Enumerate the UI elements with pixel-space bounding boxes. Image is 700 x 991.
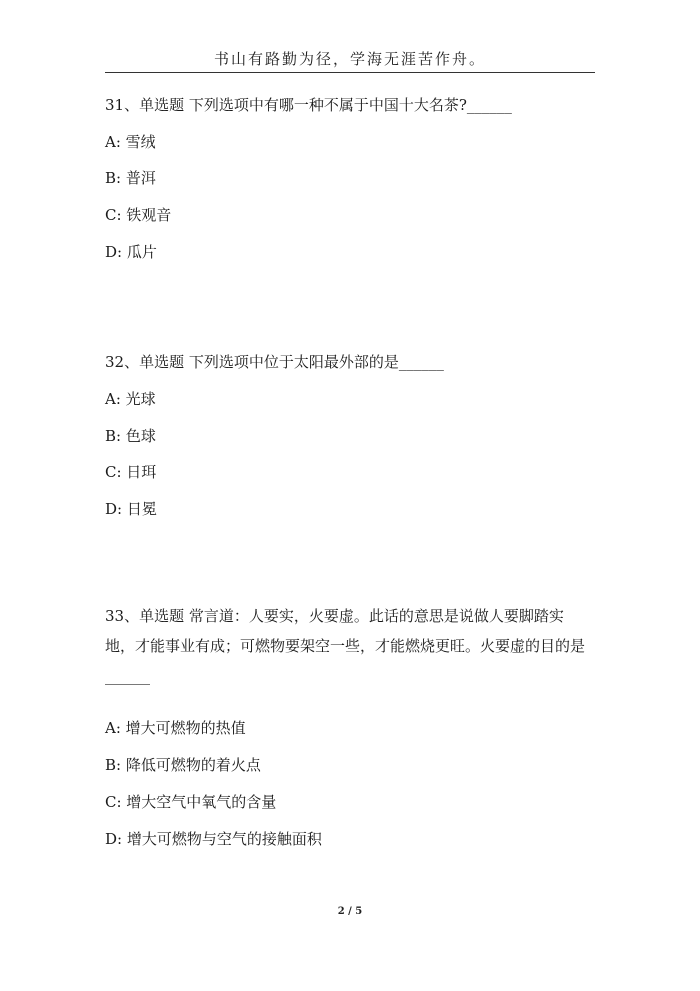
option-a: A: 增大可燃物的热值 [105, 719, 246, 737]
question-32 [105, 347, 605, 377]
option-d: D: 日冕 [105, 500, 157, 518]
page-number: 2 / 5 [337, 906, 363, 917]
option-b: B: 普洱 [105, 169, 156, 187]
option-d: D: 增大可燃物与空气的接触面积 [105, 830, 322, 848]
header-divider [105, 72, 595, 73]
option-b: B: 降低可燃物的着火点 [105, 756, 261, 774]
option-c: C: 铁观音 [105, 206, 172, 224]
question-stem: 31、单选题 下列选项中有哪一种不属于中国十大名茶?______ [105, 96, 512, 114]
question-31 [105, 90, 605, 120]
option-b: B: 色球 [105, 427, 156, 445]
option-d: D: 瓜片 [105, 243, 157, 261]
option-c: C: 增大空气中氧气的含量 [105, 793, 277, 811]
option-a: A: 光球 [105, 390, 156, 408]
page-header-motto: 书山有路勤为径，学海无涯苦作舟。 [213, 50, 486, 68]
question-stem: 33、单选题 常言道：人要实，火要虚。此话的意思是说做人要脚踏实地，才能事业有成；可燃物要架空一些，才能燃烧更旺。火要虚的目的是______ [105, 607, 586, 685]
question-stem: 32、单选题 下列选项中位于太阳最外部的是______ [105, 353, 444, 371]
option-a: A: 雪绒 [105, 133, 156, 151]
option-c: C: 日珥 [105, 463, 157, 481]
question-33 [105, 601, 590, 691]
